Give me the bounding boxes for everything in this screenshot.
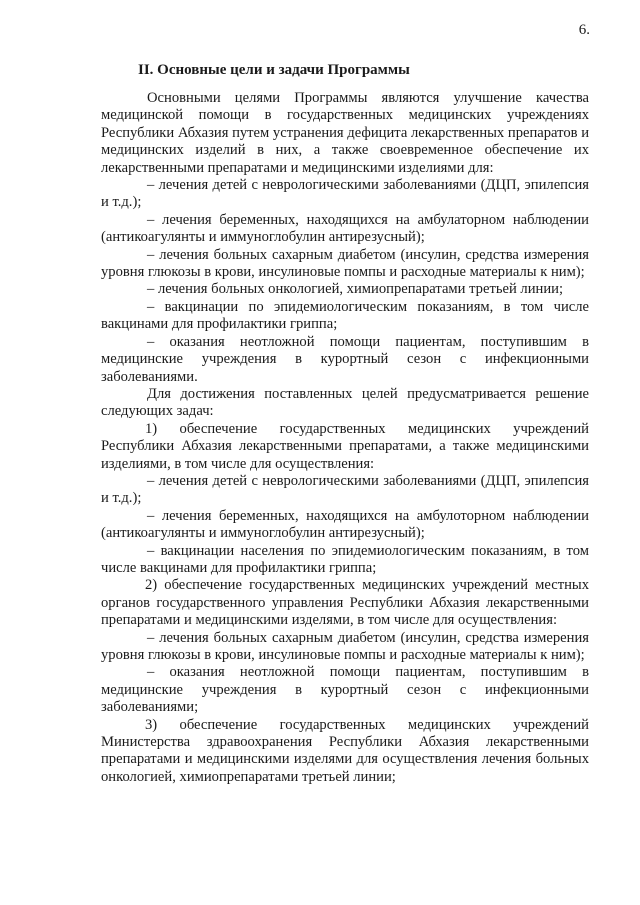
section-heading: II. Основные цели и задачи Программы (138, 62, 410, 78)
tasks-intro-paragraph: Для достижения поставленных целей предусматривается решение следующих задач: (101, 385, 589, 420)
list-item: – вакцинации населения по эпидемиологическим показаниям, в том числе вакцинами для профилактики гриппа; (101, 542, 589, 576)
list-item: – лечения детей с неврологическими заболеваниями (ДЦП, эпилепсия и т.д.); (101, 472, 589, 507)
list-item: – лечения беременных, находящихся на амбулаторном наблюдении (антикоагулянты и иммуноглобулин антирезусный); (101, 211, 589, 246)
task-1: 1) обеспечение государственных медицинских учреждений Республики Абхазия лекарственными препаратами, а также медицинскими изделиями, в том числе для осуществления: (101, 420, 589, 472)
list-item: – оказания неотложной помощи пациентам, поступившим в медицинские учреждения в курортный сезон с инфекционными заболеваниями. (101, 333, 589, 385)
list-item: – вакцинации по эпидемиологическим показаниям, в том числе вакцинами для профилактики гриппа; (101, 298, 589, 333)
list-item: – лечения больных сахарным диабетом (инсулин, средства измерения уровня глюкозы в крови, инсулиновые помпы и расходные материалы к ним); (101, 629, 589, 663)
intro-paragraph: Основными целями Программы являются улучшение качества медицинской помощи в государственных медицинских учреждениях Республики Абхазия путем устранения дефицита лекарственных препаратов и медицинских изделий в них, а также своевременное обеспечение их лекарственными препаратами и медицинскими изделиями для: (101, 90, 589, 176)
list-item: – оказания неотложной помощи пациентам, поступившим в медицинские учреждения в курортный сезон с инфекционными заболеваниями; (101, 664, 589, 716)
list-item: – лечения детей с неврологическими заболеваниями (ДЦП, эпилепсия и т.д.); (101, 177, 589, 211)
task-3: 3) обеспечение государственных медицинских учреждений Министерства здравоохранения Республики Абхазия лекарственными препаратами и медицинскими изделями для осуществления лечения больных онкологией, химиопрепаратами третьей линии; (101, 716, 589, 785)
document-body (101, 90, 589, 786)
list-item: – лечения беременных, находящихся на амбулоторном наблюдении (антикоагулянты и иммуноглобулин антирезусный); (101, 507, 589, 542)
page-number: 6. (578, 22, 590, 38)
list-item: – лечения больных сахарным диабетом (инсулин, средства измерения уровня глюкозы в крови, инсулиновые помпы и расходные материалы к ним); (101, 246, 589, 281)
list-item: – лечения больных онкологией, химиопрепаратами третьей линии; (147, 281, 564, 298)
task-2: 2) обеспечение государственных медицинских учреждений местных органов государственного управления Республики Абхазия лекарственными препаратами и медицинскими изделями, в том числе для осуществления: (101, 577, 589, 629)
